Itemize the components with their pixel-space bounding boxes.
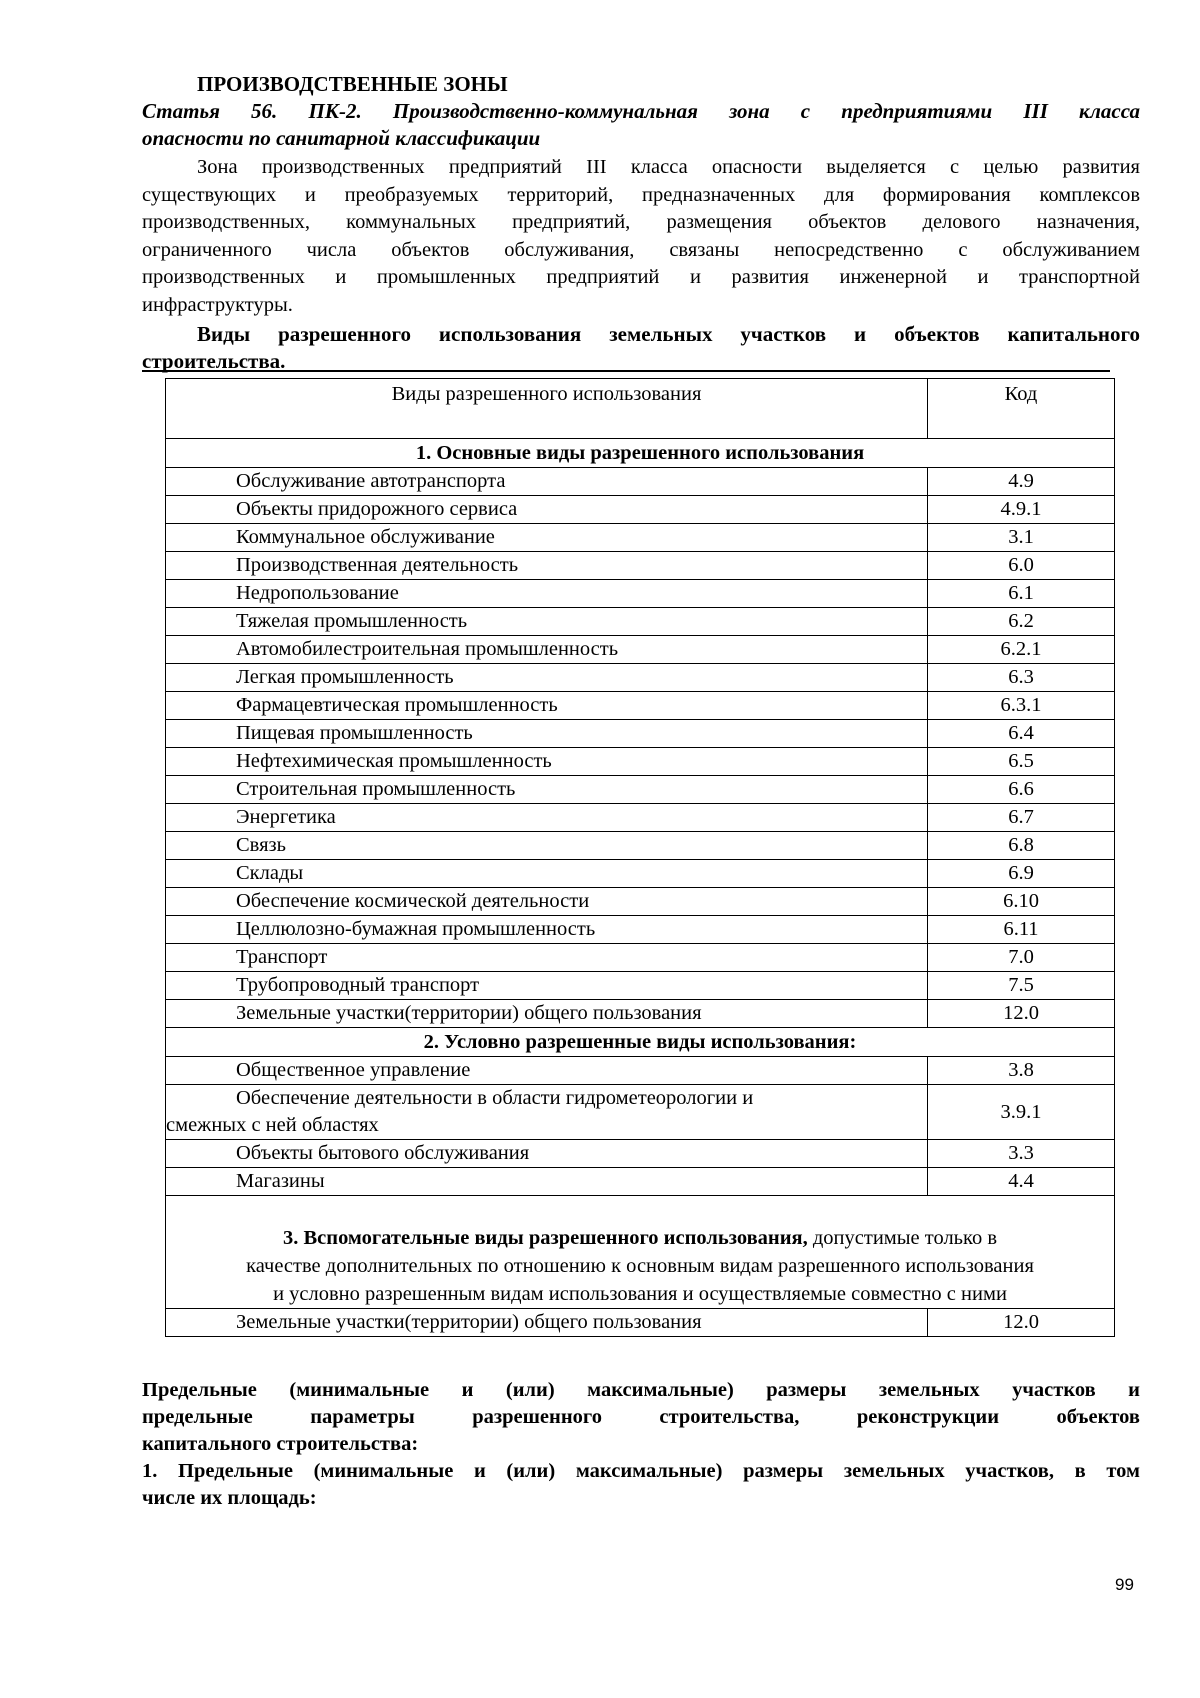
article-title-line-1: Статья 56. ПК-2. Производственно-коммунальная зона с предприятиями III класса xyxy=(142,99,1140,123)
table-row xyxy=(166,1168,1115,1196)
article-title xyxy=(142,98,1140,152)
table-row xyxy=(166,692,1115,720)
use-name: Объекты придорожного сервиса xyxy=(166,496,928,524)
page-number: 99 xyxy=(1115,1575,1134,1594)
use-code: 6.10 xyxy=(928,888,1115,916)
use-name: Целлюлозно-бумажная промышленность xyxy=(166,916,928,944)
use-code: 7.5 xyxy=(928,972,1115,1000)
use-name: Транспорт xyxy=(166,944,928,972)
table-row xyxy=(166,1309,1115,1337)
use-code: 6.0 xyxy=(928,552,1115,580)
table-row xyxy=(166,1140,1115,1168)
document-content xyxy=(142,70,1140,375)
section-auxiliary-text-3: и условно разрешенным видам использования и осуществляемые совместно с ними xyxy=(273,1283,1007,1305)
use-name: Коммунальное обслуживание xyxy=(166,524,928,552)
use-code: 12.0 xyxy=(928,1309,1115,1337)
section-conditional-row xyxy=(166,1028,1115,1057)
table-row xyxy=(166,860,1115,888)
limits-line: капитального строительства: xyxy=(142,1433,419,1455)
section-main-row xyxy=(166,439,1115,468)
permitted-uses-heading-line-2 xyxy=(142,348,1140,375)
use-name: Магазины xyxy=(166,1168,928,1196)
limits-heading xyxy=(142,1377,1140,1512)
use-name xyxy=(166,1085,928,1140)
use-code: 12.0 xyxy=(928,1000,1115,1028)
article-title-line-2: опасности по санитарной классификации xyxy=(142,126,541,150)
table-row xyxy=(166,944,1115,972)
permitted-uses-table xyxy=(165,378,1115,1337)
use-code: 3.1 xyxy=(928,524,1115,552)
table-row xyxy=(166,1085,1115,1140)
limits-line: предельные параметры разрешенного строительства, реконструкции объектов xyxy=(142,1406,1140,1428)
use-code: 6.2.1 xyxy=(928,636,1115,664)
use-code: 7.0 xyxy=(928,944,1115,972)
use-code: 4.9.1 xyxy=(928,496,1115,524)
table-row xyxy=(166,916,1115,944)
zone-description-line: инфраструктуры. xyxy=(142,293,293,316)
section-auxiliary-title xyxy=(166,1196,1115,1309)
section-main-title: 1. Основные виды разрешенного использования xyxy=(166,439,1115,468)
table-row xyxy=(166,1000,1115,1028)
table-row xyxy=(166,972,1115,1000)
table-row xyxy=(166,552,1115,580)
section-auxiliary-text-1: допустимые только в xyxy=(807,1227,997,1249)
section-auxiliary-text-2: качестве дополнительных по отношению к основным видам разрешенного использования xyxy=(246,1255,1034,1277)
use-code: 6.4 xyxy=(928,720,1115,748)
use-name: Автомобилестроительная промышленность xyxy=(166,636,928,664)
use-code: 6.8 xyxy=(928,832,1115,860)
use-code: 6.3 xyxy=(928,664,1115,692)
table-row xyxy=(166,748,1115,776)
use-name: Недропользование xyxy=(166,580,928,608)
permitted-uses-heading xyxy=(142,321,1140,375)
use-code: 6.5 xyxy=(928,748,1115,776)
zone-description xyxy=(142,154,1140,319)
use-code: 3.8 xyxy=(928,1057,1115,1085)
permitted-uses-heading-text: строительства. xyxy=(142,349,286,373)
use-name: Земельные участки(территории) общего пользования xyxy=(166,1000,928,1028)
use-name-line-2: смежных с ней областях xyxy=(166,1114,379,1136)
limits-line: числе их площадь: xyxy=(142,1487,317,1509)
column-header-code: Код xyxy=(928,379,1115,439)
section-auxiliary-row xyxy=(166,1196,1115,1309)
heading-underline xyxy=(142,370,1110,372)
table-row xyxy=(166,832,1115,860)
use-name: Тяжелая промышленность xyxy=(166,608,928,636)
use-code: 6.3.1 xyxy=(928,692,1115,720)
use-name: Фармацевтическая промышленность xyxy=(166,692,928,720)
table-row xyxy=(166,580,1115,608)
use-name-line-1: Обеспечение деятельности в области гидрометеорологии и xyxy=(236,1087,754,1109)
limits-line: 1. Предельные (минимальные и (или) максимальные) размеры земельных участков, в том xyxy=(142,1460,1140,1482)
table-header-row xyxy=(166,379,1115,439)
use-name: Склады xyxy=(166,860,928,888)
table-row xyxy=(166,888,1115,916)
table-row xyxy=(166,468,1115,496)
zone-description-line: производственных, коммунальных предприятий, размещения объектов делового назначения, xyxy=(142,211,1140,233)
use-code: 6.2 xyxy=(928,608,1115,636)
use-name: Строительная промышленность xyxy=(166,776,928,804)
use-name: Трубопроводный транспорт xyxy=(166,972,928,1000)
use-name: Легкая промышленность xyxy=(166,664,928,692)
table-row xyxy=(166,776,1115,804)
use-code: 6.7 xyxy=(928,804,1115,832)
use-name: Энергетика xyxy=(166,804,928,832)
table-row xyxy=(166,496,1115,524)
use-code: 4.4 xyxy=(928,1168,1115,1196)
zone-description-line: производственных и промышленных предприятий и развития инженерной и транспортной xyxy=(142,266,1140,288)
section-auxiliary-bold: 3. Вспомогательные виды разрешенного использования, xyxy=(282,1227,808,1249)
use-name: Общественное управление xyxy=(166,1057,928,1085)
use-name: Объекты бытового обслуживания xyxy=(166,1140,928,1168)
use-code: 4.9 xyxy=(928,468,1115,496)
use-code: 6.11 xyxy=(928,916,1115,944)
table-row xyxy=(166,1057,1115,1085)
zones-title: ПРОИЗВОДСТВЕННЫЕ ЗОНЫ xyxy=(197,72,508,96)
zone-description-line: существующих и преобразуемых территорий, предназначенных для формирования комплексов xyxy=(142,183,1140,206)
use-name: Связь xyxy=(166,832,928,860)
zone-description-line: Зона производственных предприятий III класса опасности выделяется с целью развития xyxy=(197,156,1140,178)
use-code: 3.3 xyxy=(928,1140,1115,1168)
column-header-name: Виды разрешенного использования xyxy=(166,379,928,439)
use-name: Нефтехимическая промышленность xyxy=(166,748,928,776)
permitted-uses-heading-line-1: Виды разрешенного использования земельных участков и объектов капитального xyxy=(197,322,1140,346)
use-code: 6.6 xyxy=(928,776,1115,804)
use-name: Обслуживание автотранспорта xyxy=(166,468,928,496)
table-row xyxy=(166,608,1115,636)
table-row xyxy=(166,636,1115,664)
use-code: 6.1 xyxy=(928,580,1115,608)
table-row xyxy=(166,720,1115,748)
use-code: 6.9 xyxy=(928,860,1115,888)
use-name: Обеспечение космической деятельности xyxy=(166,888,928,916)
section-conditional-title: 2. Условно разрешенные виды использования: xyxy=(166,1028,1115,1057)
table-row xyxy=(166,804,1115,832)
use-name: Земельные участки(территории) общего пользования xyxy=(166,1309,928,1337)
zone-description-line: ограниченного числа объектов обслуживания, связаны непосредственно с обслуживанием xyxy=(142,238,1140,261)
use-code: 3.9.1 xyxy=(928,1085,1115,1140)
table-row xyxy=(166,664,1115,692)
use-name: Пищевая промышленность xyxy=(166,720,928,748)
use-name: Производственная деятельность xyxy=(166,552,928,580)
limits-line: Предельные (минимальные и (или) максимальные) размеры земельных участков и xyxy=(142,1379,1140,1401)
table-row xyxy=(166,524,1115,552)
